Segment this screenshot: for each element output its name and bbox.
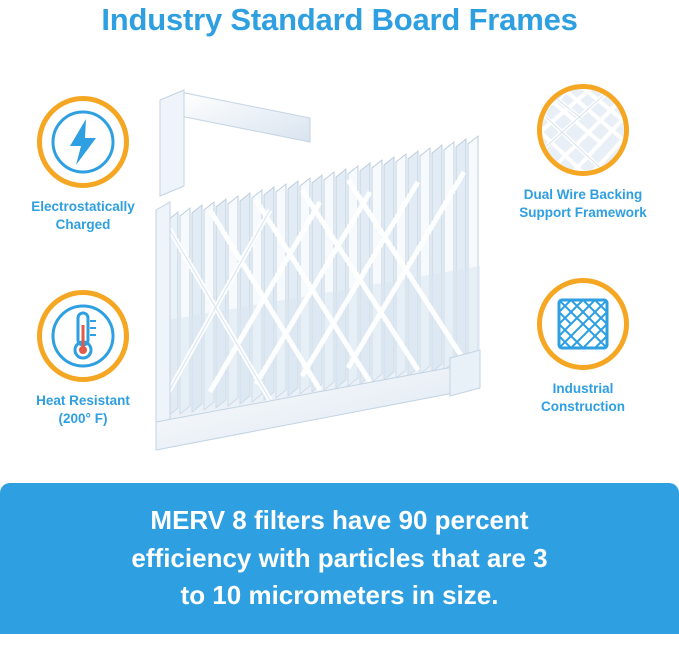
- banner-line-1: MERV 8 filters have 90 percent: [150, 504, 529, 535]
- product-image: [150, 70, 510, 470]
- feature-dual-wire-backing: [508, 84, 658, 222]
- badge-ring: [537, 84, 629, 176]
- feature-industrial-construction: [508, 278, 658, 416]
- wire-mesh-photo-icon: [542, 89, 624, 171]
- feature-label: [8, 392, 158, 428]
- page-title: Industry Standard Board Frames: [101, 2, 578, 37]
- lightning-bolt-icon: [42, 101, 124, 183]
- thermometer-icon: [42, 295, 124, 377]
- feature-label: [508, 186, 658, 222]
- feature-label: [8, 198, 158, 234]
- feature-label-line1: Dual Wire Backing: [523, 187, 643, 202]
- filter-illustration: [150, 70, 510, 470]
- badge-ring: [37, 290, 129, 382]
- feature-label-line2: Charged: [55, 217, 111, 233]
- feature-electrostatically-charged: [8, 96, 158, 234]
- feature-label-line1: Industrial: [552, 381, 614, 396]
- feature-label-line2: Construction: [541, 399, 625, 415]
- feature-label-line2: (200° F): [58, 411, 108, 427]
- banner-line-2: efficiency with particles that are 3: [131, 542, 548, 573]
- badge-ring: [37, 96, 129, 188]
- feature-label: [508, 380, 658, 416]
- merv-callout-banner: [0, 483, 679, 634]
- banner-line-3: to 10 micrometers in size.: [180, 580, 499, 611]
- feature-label-line2: Support Framework: [519, 205, 647, 221]
- feature-label-line1: Electrostatically: [31, 199, 135, 214]
- feature-label-line1: Heat Resistant: [36, 393, 130, 408]
- feature-heat-resistant: [8, 290, 158, 428]
- banner-text: [107, 502, 571, 615]
- badge-ring: [537, 278, 629, 370]
- mesh-square-icon: [542, 283, 624, 365]
